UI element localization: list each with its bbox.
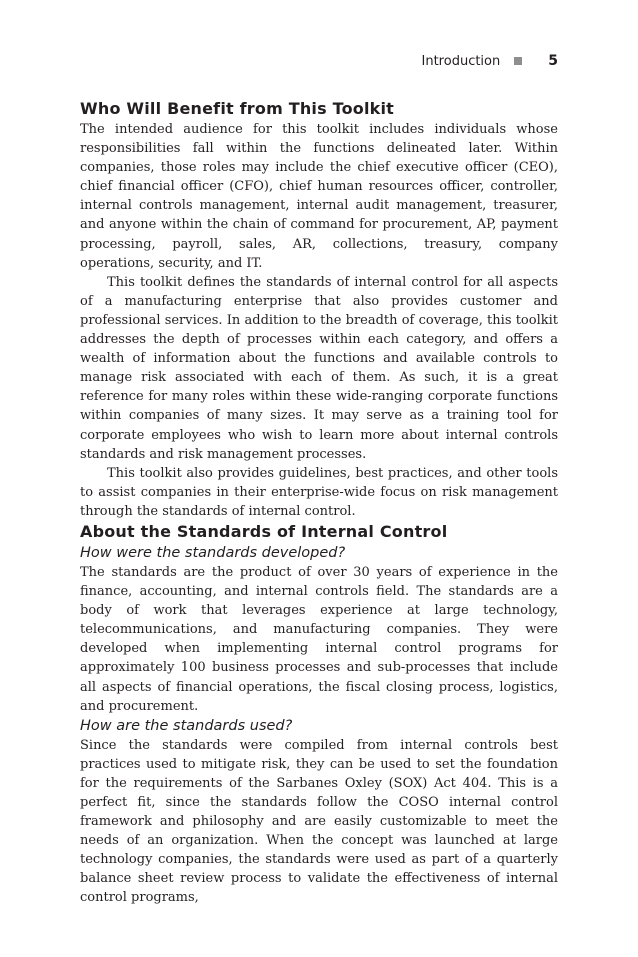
running-head-title: Introduction bbox=[421, 53, 501, 69]
paragraph: The standards are the product of over 30 years of experience in the finance, accounting, and internal controls field. The standards are a body of work that leverages experience at large technology, telecommunications, and manufacturing companies. They were developed when implementing internal control programs for approximately 100 business processes and sub-processes that include all aspects of financial operations, the fiscal closing process, logistics, and procurement. bbox=[80, 564, 558, 714]
paragraph: The intended audience for this toolkit includes individuals whose responsibilities fall within the functions delineated later. Within companies, those roles may include the chief executive officer (CEO), chief financial officer (CFO), chief human resources officer, controller, internal controls management, internal audit management, treasurer, and anyone within the chain of command for procurement, AP, payment processing, payroll, sales, AR, collections, treasury, company operations, security, and IT. bbox=[80, 122, 558, 271]
square-bullet-icon bbox=[514, 57, 522, 65]
paragraph: This toolkit defines the standards of internal control for all aspects of a manufacturing enterprise that also provides customer and professional services. In addition to the breadth of coverage, this toolkit addresses the depth of processes within each category, and offers a wealth of information about the functions and available controls to manage risk associated with each of them. As such, it is a great reference for many roles within these wide-ranging corporate functions within companies of many sizes. It may serve as a training tool for corporate employees who wish to learn more about internal controls standards and risk management processes. bbox=[80, 274, 558, 462]
section-heading-about-standards: About the Standards of Internal Control bbox=[80, 521, 448, 541]
page-number: 5 bbox=[548, 53, 558, 69]
page-content bbox=[80, 98, 558, 908]
paragraph: This toolkit also provides guidelines, best practices, and other tools to assist companies in their enterprise-wide focus on risk management through the standards of internal control. bbox=[80, 465, 558, 519]
section-heading-who-will-benefit: Who Will Benefit from This Toolkit bbox=[80, 99, 395, 118]
subheading-how-used: How are the standards used? bbox=[80, 717, 293, 734]
paragraph: Since the standards were compiled from internal controls best practices used to mitigate risk, they can be used to set the foundation for the requirements of the Sarbanes Oxley (SOX) Act 404. This is a perfect fit, since the standards follow the COSO internal control framework and philosophy and are easily customizable to meet the needs of an organization. When the concept was launched at large technology companies, the standards were used as part of a quarterly balance sheet review process to validate the effectiveness of internal control programs, bbox=[80, 737, 558, 906]
subheading-how-developed: How were the standards developed? bbox=[80, 544, 346, 561]
running-head bbox=[422, 51, 558, 71]
